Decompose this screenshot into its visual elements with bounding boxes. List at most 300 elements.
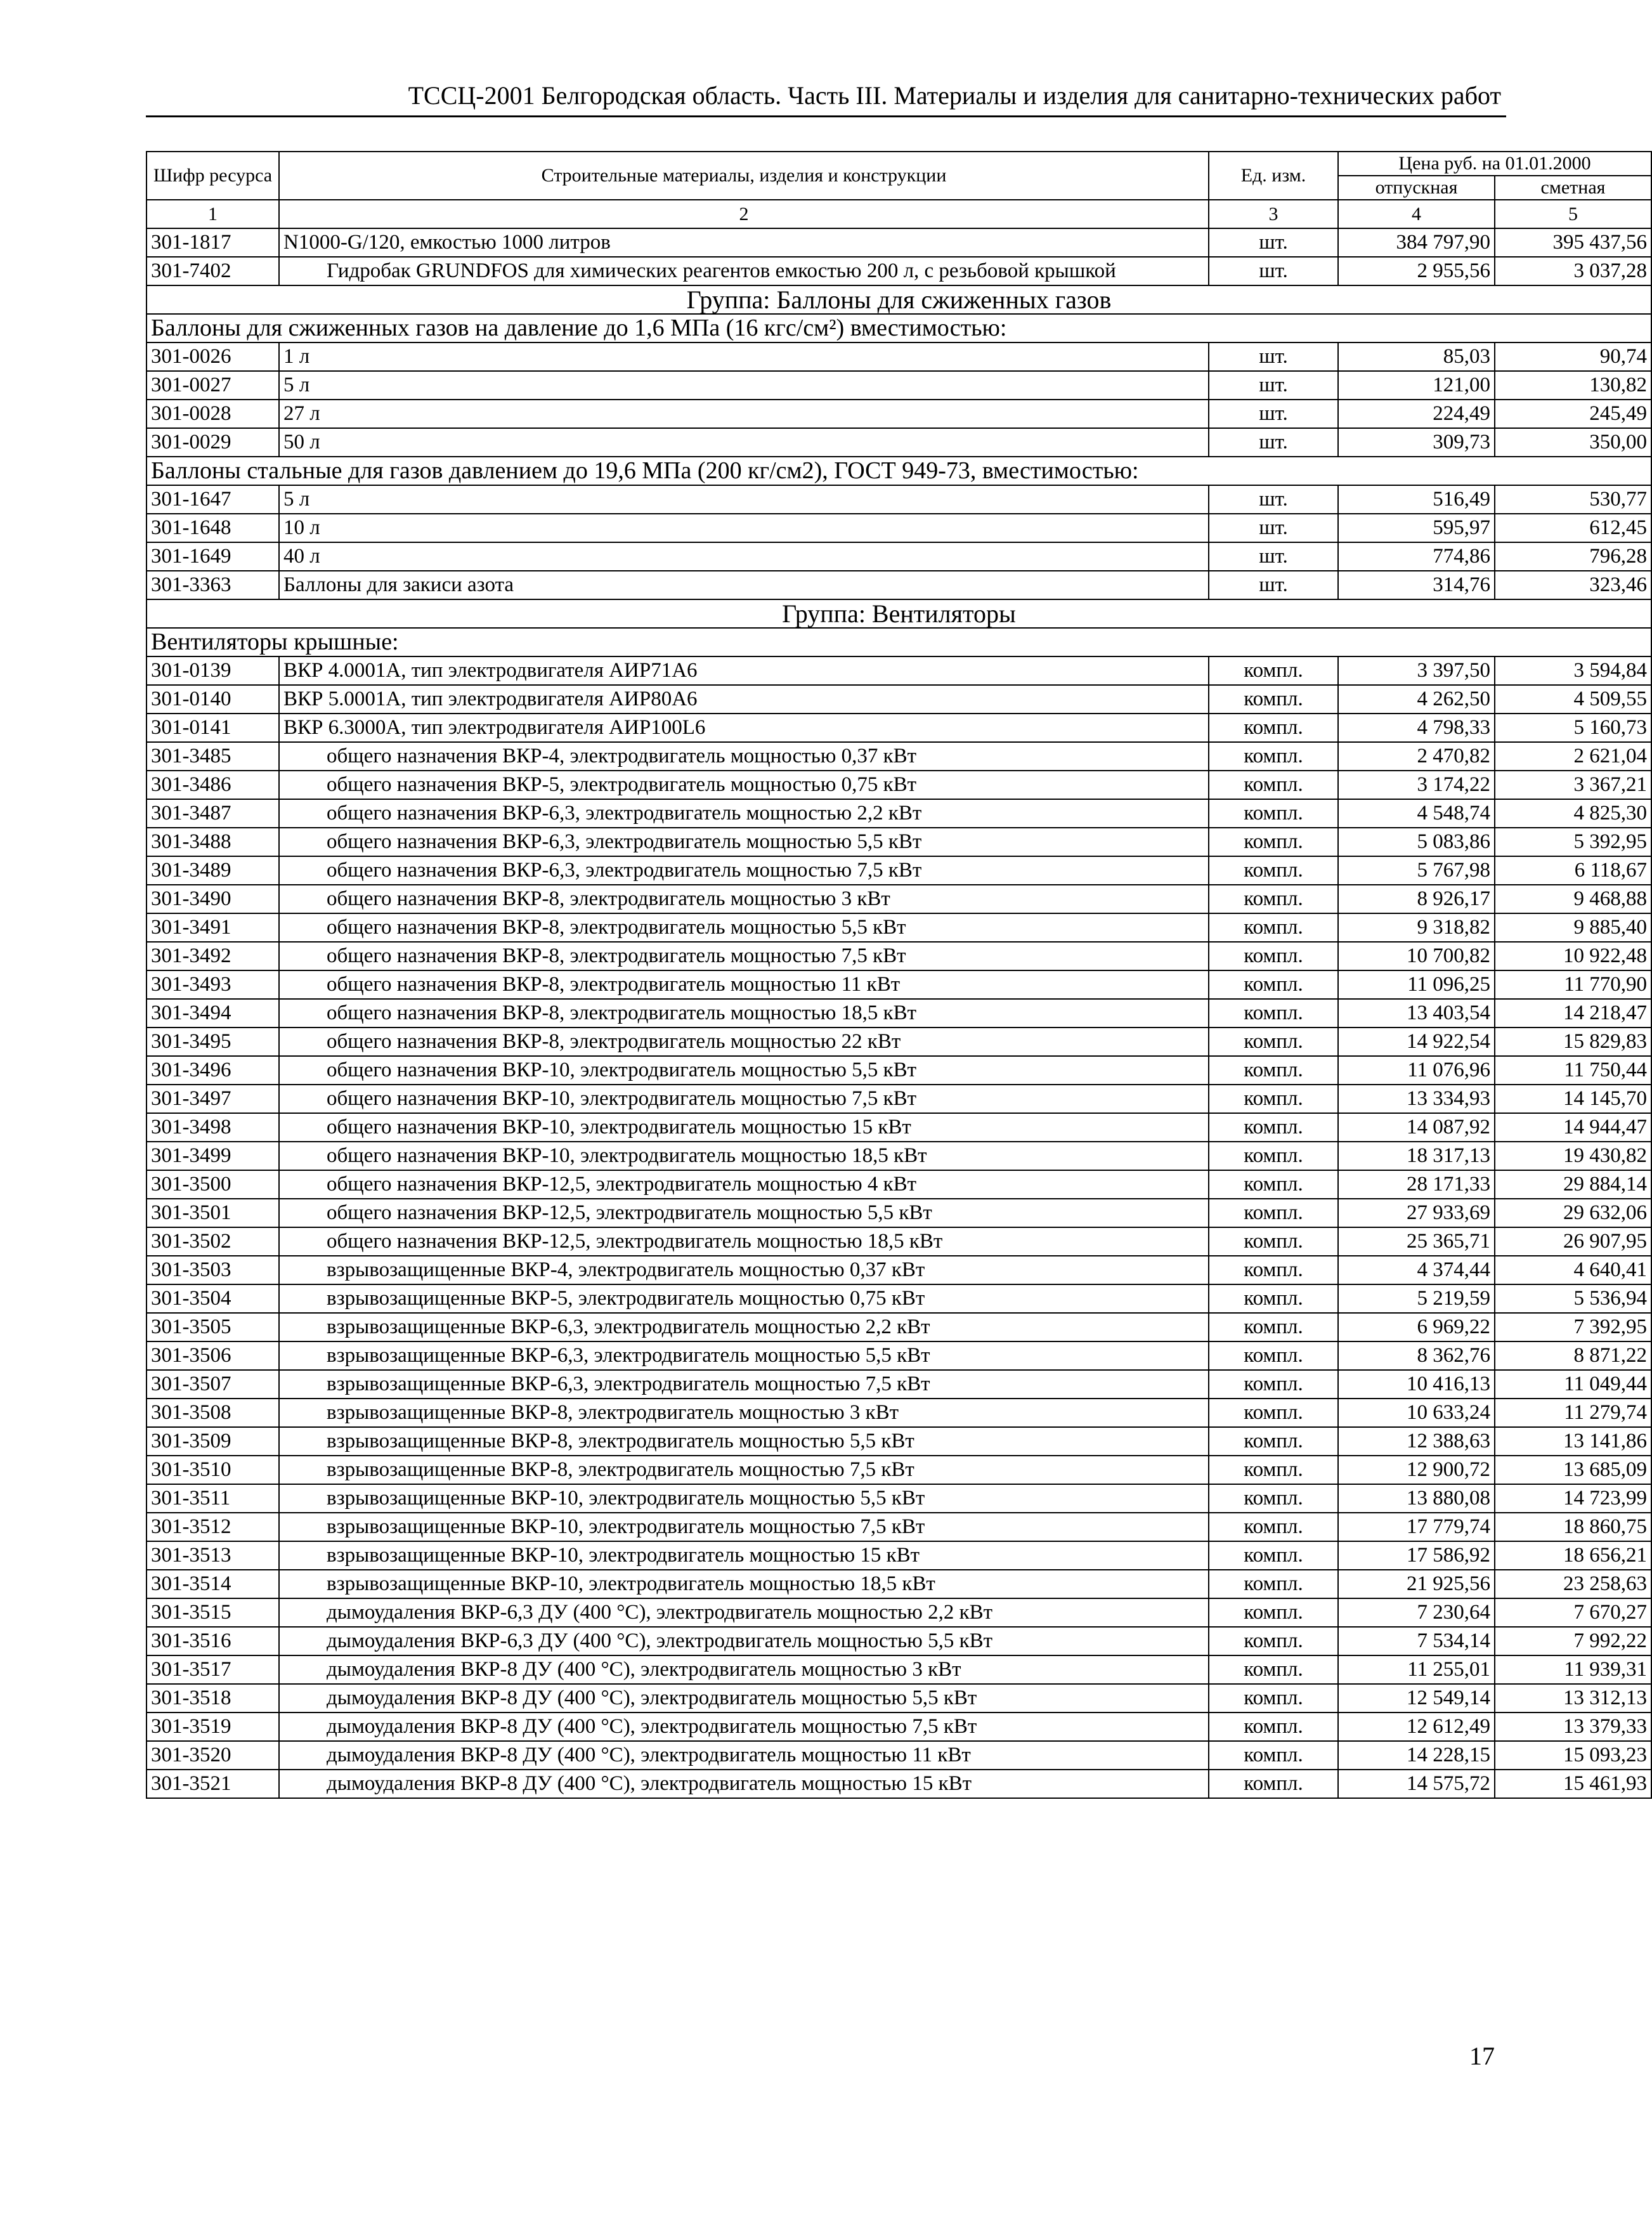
cell-unit: компл.	[1209, 999, 1338, 1028]
cell-code: 301-3500	[146, 1170, 279, 1199]
cell-name: 5 л	[279, 485, 1209, 514]
cell-name: взрывозащищенные ВКР-10, электродвигатель мощностью 18,5 кВт	[279, 1570, 1209, 1598]
subgroup-header-row	[146, 314, 1651, 343]
cell-name: общего назначения ВКР-8, электродвигатель мощностью 7,5 кВт	[279, 942, 1209, 970]
cell-estimate-price: 14 218,47	[1495, 999, 1651, 1028]
cell-estimate-price: 4 640,41	[1495, 1256, 1651, 1284]
cell-release-price: 25 365,71	[1338, 1227, 1495, 1256]
cell-unit: шт.	[1209, 228, 1338, 257]
cell-code: 301-3502	[146, 1227, 279, 1256]
table-row	[146, 571, 1651, 599]
cell-name: общего назначения ВКР-4, электродвигатель мощностью 0,37 кВт	[279, 742, 1209, 771]
cell-name: общего назначения ВКР-5, электродвигатель мощностью 0,75 кВт	[279, 771, 1209, 799]
cell-code: 301-3512	[146, 1513, 279, 1541]
cell-code: 301-0027	[146, 371, 279, 400]
table-row	[146, 1598, 1651, 1627]
table-row	[146, 856, 1651, 885]
cell-name: дымоудаления ВКР-8 ДУ (400 °С), электродвигатель мощностью 7,5 кВт	[279, 1713, 1209, 1741]
cell-estimate-price: 9 885,40	[1495, 913, 1651, 942]
table-row	[146, 1770, 1651, 1798]
subgroup-title: Баллоны для сжиженных газов на давление до 1,6 МПа (16 кгс/см²) вместимостью:	[146, 314, 1651, 343]
cell-code: 301-3487	[146, 799, 279, 828]
cell-code: 301-3493	[146, 970, 279, 999]
cell-name: взрывозащищенные ВКР-4, электродвигатель мощностью 0,37 кВт	[279, 1256, 1209, 1284]
cell-release-price: 85,03	[1338, 343, 1495, 371]
cell-code: 301-3518	[146, 1684, 279, 1713]
cell-release-price: 11 096,25	[1338, 970, 1495, 999]
cell-estimate-price: 14 145,70	[1495, 1085, 1651, 1113]
cell-unit: компл.	[1209, 1284, 1338, 1313]
cell-code: 301-3499	[146, 1142, 279, 1170]
cell-release-price: 4 262,50	[1338, 685, 1495, 714]
cell-name: общего назначения ВКР-8, электродвигатель мощностью 3 кВт	[279, 885, 1209, 913]
cell-release-price: 384 797,90	[1338, 228, 1495, 257]
cell-unit: компл.	[1209, 1598, 1338, 1627]
cell-code: 301-3485	[146, 742, 279, 771]
cell-release-price: 516,49	[1338, 485, 1495, 514]
cell-name: взрывозащищенные ВКР-10, электродвигатель мощностью 15 кВт	[279, 1541, 1209, 1570]
cell-unit: компл.	[1209, 1741, 1338, 1770]
cell-code: 301-3505	[146, 1313, 279, 1341]
cell-estimate-price: 11 279,74	[1495, 1399, 1651, 1427]
cell-unit: шт.	[1209, 343, 1338, 371]
cell-release-price: 7 230,64	[1338, 1598, 1495, 1627]
table-row	[146, 1313, 1651, 1341]
table-row	[146, 1370, 1651, 1399]
cell-unit: шт.	[1209, 400, 1338, 428]
cell-code: 301-3508	[146, 1399, 279, 1427]
cell-estimate-price: 19 430,82	[1495, 1142, 1651, 1170]
cell-unit: компл.	[1209, 1256, 1338, 1284]
cell-code: 301-3504	[146, 1284, 279, 1313]
cell-release-price: 17 586,92	[1338, 1541, 1495, 1570]
cell-release-price: 8 926,17	[1338, 885, 1495, 913]
cell-name: 5 л	[279, 371, 1209, 400]
cell-release-price: 11 255,01	[1338, 1655, 1495, 1684]
table-row	[146, 828, 1651, 856]
cell-code: 301-0026	[146, 343, 279, 371]
cell-estimate-price: 5 392,95	[1495, 828, 1651, 856]
cell-release-price: 595,97	[1338, 514, 1495, 542]
cell-code: 301-3506	[146, 1341, 279, 1370]
cell-code: 301-3497	[146, 1085, 279, 1113]
column-header-price: Цена руб. на 01.01.2000	[1338, 152, 1651, 176]
cell-estimate-price: 29 884,14	[1495, 1170, 1651, 1199]
cell-release-price: 5 767,98	[1338, 856, 1495, 885]
cell-unit: компл.	[1209, 856, 1338, 885]
table-row	[146, 400, 1651, 428]
cell-code: 301-3496	[146, 1056, 279, 1085]
table-row	[146, 1655, 1651, 1684]
cell-unit: компл.	[1209, 1113, 1338, 1142]
column-numbers-row	[146, 200, 1651, 228]
cell-unit: компл.	[1209, 885, 1338, 913]
cell-unit: компл.	[1209, 970, 1338, 999]
page-header	[146, 76, 1506, 117]
cell-estimate-price: 2 621,04	[1495, 742, 1651, 771]
table-row	[146, 1341, 1651, 1370]
cell-name: взрывозащищенные ВКР-6,3, электродвигатель мощностью 7,5 кВт	[279, 1370, 1209, 1399]
cell-estimate-price: 7 670,27	[1495, 1598, 1651, 1627]
cell-unit: компл.	[1209, 742, 1338, 771]
table-row	[146, 343, 1651, 371]
cell-unit: компл.	[1209, 913, 1338, 942]
cell-estimate-price: 9 468,88	[1495, 885, 1651, 913]
cell-unit: компл.	[1209, 1541, 1338, 1570]
cell-estimate-price: 29 632,06	[1495, 1199, 1651, 1227]
subgroup-title: Вентиляторы крышные:	[146, 628, 1651, 656]
cell-estimate-price: 4 825,30	[1495, 799, 1651, 828]
cell-name: общего назначения ВКР-12,5, электродвигатель мощностью 18,5 кВт	[279, 1227, 1209, 1256]
column-header-estimate: сметная	[1495, 176, 1651, 200]
cell-name: взрывозащищенные ВКР-8, электродвигатель мощностью 3 кВт	[279, 1399, 1209, 1427]
cell-code: 301-3503	[146, 1256, 279, 1284]
cell-unit: компл.	[1209, 656, 1338, 685]
table-row	[146, 1227, 1651, 1256]
cell-unit: компл.	[1209, 1713, 1338, 1741]
cell-estimate-price: 6 118,67	[1495, 856, 1651, 885]
cell-release-price: 314,76	[1338, 571, 1495, 599]
cell-release-price: 14 087,92	[1338, 1113, 1495, 1142]
cell-code: 301-3363	[146, 571, 279, 599]
cell-unit: шт.	[1209, 428, 1338, 457]
cell-estimate-price: 395 437,56	[1495, 228, 1651, 257]
cell-unit: компл.	[1209, 1142, 1338, 1170]
cell-name: взрывозащищенные ВКР-10, электродвигатель мощностью 7,5 кВт	[279, 1513, 1209, 1541]
cell-estimate-price: 13 379,33	[1495, 1713, 1651, 1741]
cell-release-price: 13 334,93	[1338, 1085, 1495, 1113]
cell-estimate-price: 11 770,90	[1495, 970, 1651, 999]
cell-name: общего назначения ВКР-10, электродвигатель мощностью 18,5 кВт	[279, 1142, 1209, 1170]
cell-unit: компл.	[1209, 1170, 1338, 1199]
cell-name: взрывозащищенные ВКР-8, электродвигатель мощностью 5,5 кВт	[279, 1427, 1209, 1456]
header-title: ТССЦ-2001 Белгородская область. Часть III. Материалы и изделия для санитарно-технических работ	[408, 81, 1501, 110]
table-row	[146, 885, 1651, 913]
cell-unit: компл.	[1209, 1770, 1338, 1798]
cell-estimate-price: 350,00	[1495, 428, 1651, 457]
column-number: 4	[1338, 200, 1495, 228]
cell-estimate-price: 7 992,22	[1495, 1627, 1651, 1655]
cell-name: дымоудаления ВКР-8 ДУ (400 °С), электродвигатель мощностью 3 кВт	[279, 1655, 1209, 1684]
cell-release-price: 10 700,82	[1338, 942, 1495, 970]
cell-unit: компл.	[1209, 1370, 1338, 1399]
table-row	[146, 1199, 1651, 1227]
cell-release-price: 13 403,54	[1338, 999, 1495, 1028]
cell-estimate-price: 245,49	[1495, 400, 1651, 428]
cell-release-price: 4 798,33	[1338, 714, 1495, 742]
cell-code: 301-3520	[146, 1741, 279, 1770]
cell-name: ВКР 5.0001А, тип электродвигателя АИР80А6	[279, 685, 1209, 714]
column-number: 1	[146, 200, 279, 228]
cell-estimate-price: 7 392,95	[1495, 1313, 1651, 1341]
cell-release-price: 3 397,50	[1338, 656, 1495, 685]
cell-release-price: 5 219,59	[1338, 1284, 1495, 1313]
cell-estimate-price: 5 160,73	[1495, 714, 1651, 742]
cell-unit: компл.	[1209, 1570, 1338, 1598]
table-row	[146, 913, 1651, 942]
cell-code: 301-7402	[146, 257, 279, 285]
cell-name: Гидробак GRUNDFOS для химических реагентов емкостью 200 л, с резьбовой крышкой	[279, 257, 1209, 285]
cell-release-price: 121,00	[1338, 371, 1495, 400]
cell-unit: компл.	[1209, 942, 1338, 970]
column-header-unit: Ед. изм.	[1209, 152, 1338, 200]
table-row	[146, 428, 1651, 457]
cell-unit: компл.	[1209, 799, 1338, 828]
cell-estimate-price: 11 750,44	[1495, 1056, 1651, 1085]
cell-code: 301-0029	[146, 428, 279, 457]
table-row	[146, 742, 1651, 771]
cell-estimate-price: 13 312,13	[1495, 1684, 1651, 1713]
table-row	[146, 714, 1651, 742]
cell-release-price: 12 612,49	[1338, 1713, 1495, 1741]
table-row	[146, 1056, 1651, 1085]
table-row	[146, 1741, 1651, 1770]
cell-release-price: 27 933,69	[1338, 1199, 1495, 1227]
cell-name: взрывозащищенные ВКР-6,3, электродвигатель мощностью 2,2 кВт	[279, 1313, 1209, 1341]
cell-unit: компл.	[1209, 828, 1338, 856]
cell-code: 301-3516	[146, 1627, 279, 1655]
cell-release-price: 14 575,72	[1338, 1770, 1495, 1798]
table-row	[146, 514, 1651, 542]
table-row	[146, 1399, 1651, 1427]
cell-name: 10 л	[279, 514, 1209, 542]
table-row	[146, 257, 1651, 285]
cell-unit: компл.	[1209, 1341, 1338, 1370]
cell-release-price: 14 228,15	[1338, 1741, 1495, 1770]
table-row	[146, 1684, 1651, 1713]
group-header-row	[146, 599, 1651, 628]
cell-release-price: 3 174,22	[1338, 771, 1495, 799]
cell-unit: шт.	[1209, 371, 1338, 400]
cell-code: 301-0140	[146, 685, 279, 714]
group-header-row	[146, 285, 1651, 314]
cell-unit: компл.	[1209, 1513, 1338, 1541]
cell-code: 301-3495	[146, 1028, 279, 1056]
cell-name: общего назначения ВКР-6,3, электродвигатель мощностью 2,2 кВт	[279, 799, 1209, 828]
cell-code: 301-1817	[146, 228, 279, 257]
table-row	[146, 970, 1651, 999]
cell-estimate-price: 323,46	[1495, 571, 1651, 599]
cell-unit: компл.	[1209, 771, 1338, 799]
cell-code: 301-1649	[146, 542, 279, 571]
table-row	[146, 228, 1651, 257]
cell-release-price: 10 633,24	[1338, 1399, 1495, 1427]
cell-code: 301-3490	[146, 885, 279, 913]
cell-unit: компл.	[1209, 714, 1338, 742]
cell-estimate-price: 13 141,86	[1495, 1427, 1651, 1456]
cell-code: 301-3488	[146, 828, 279, 856]
cell-unit: шт.	[1209, 257, 1338, 285]
cell-release-price: 2 470,82	[1338, 742, 1495, 771]
cell-name: N1000-G/120, емкостью 1000 литров	[279, 228, 1209, 257]
cell-code: 301-3492	[146, 942, 279, 970]
cell-release-price: 11 076,96	[1338, 1056, 1495, 1085]
table-row	[146, 1113, 1651, 1142]
cell-name: общего назначения ВКР-8, электродвигатель мощностью 5,5 кВт	[279, 913, 1209, 942]
table-row	[146, 799, 1651, 828]
cell-unit: компл.	[1209, 685, 1338, 714]
table-row	[146, 1484, 1651, 1513]
cell-unit: компл.	[1209, 1627, 1338, 1655]
cell-estimate-price: 3 594,84	[1495, 656, 1651, 685]
cell-name: дымоудаления ВКР-8 ДУ (400 °С), электродвигатель мощностью 11 кВт	[279, 1741, 1209, 1770]
cell-name: взрывозащищенные ВКР-6,3, электродвигатель мощностью 5,5 кВт	[279, 1341, 1209, 1370]
cell-release-price: 17 779,74	[1338, 1513, 1495, 1541]
cell-name: Баллоны для закиси азота	[279, 571, 1209, 599]
cell-name: дымоудаления ВКР-8 ДУ (400 °С), электродвигатель мощностью 15 кВт	[279, 1770, 1209, 1798]
cell-release-price: 12 549,14	[1338, 1684, 1495, 1713]
cell-estimate-price: 10 922,48	[1495, 942, 1651, 970]
table-row	[146, 1284, 1651, 1313]
cell-unit: компл.	[1209, 1227, 1338, 1256]
subgroup-header-row	[146, 628, 1651, 656]
cell-name: 40 л	[279, 542, 1209, 571]
cell-name: 50 л	[279, 428, 1209, 457]
cell-estimate-price: 530,77	[1495, 485, 1651, 514]
cell-estimate-price: 14 723,99	[1495, 1484, 1651, 1513]
group-title: Группа: Вентиляторы	[146, 599, 1651, 628]
column-number: 5	[1495, 200, 1651, 228]
subgroup-header-row	[146, 457, 1651, 485]
table-row	[146, 371, 1651, 400]
cell-release-price: 4 548,74	[1338, 799, 1495, 828]
table-row	[146, 1713, 1651, 1741]
cell-unit: компл.	[1209, 1484, 1338, 1513]
table-row	[146, 1627, 1651, 1655]
cell-name: дымоудаления ВКР-6,3 ДУ (400 °С), электродвигатель мощностью 5,5 кВт	[279, 1627, 1209, 1655]
cell-estimate-price: 18 860,75	[1495, 1513, 1651, 1541]
cell-name: общего назначения ВКР-8, электродвигатель мощностью 11 кВт	[279, 970, 1209, 999]
column-header-name: Строительные материалы, изделия и конструкции	[279, 152, 1209, 200]
cell-unit: компл.	[1209, 1427, 1338, 1456]
table-body	[146, 228, 1651, 1798]
cell-estimate-price: 11 939,31	[1495, 1655, 1651, 1684]
cell-name: общего назначения ВКР-6,3, электродвигатель мощностью 7,5 кВт	[279, 856, 1209, 885]
cell-name: общего назначения ВКР-6,3, электродвигатель мощностью 5,5 кВт	[279, 828, 1209, 856]
cell-code: 301-3519	[146, 1713, 279, 1741]
cell-code: 301-3507	[146, 1370, 279, 1399]
cell-unit: шт.	[1209, 542, 1338, 571]
table-row	[146, 1028, 1651, 1056]
cell-code: 301-3510	[146, 1456, 279, 1484]
cell-code: 301-3509	[146, 1427, 279, 1456]
cell-name: взрывозащищенные ВКР-8, электродвигатель мощностью 7,5 кВт	[279, 1456, 1209, 1484]
column-number: 3	[1209, 200, 1338, 228]
cell-estimate-price: 23 258,63	[1495, 1570, 1651, 1598]
cell-name: общего назначения ВКР-12,5, электродвигатель мощностью 5,5 кВт	[279, 1199, 1209, 1227]
cell-name: дымоудаления ВКР-8 ДУ (400 °С), электродвигатель мощностью 5,5 кВт	[279, 1684, 1209, 1713]
cell-estimate-price: 130,82	[1495, 371, 1651, 400]
table-row	[146, 1170, 1651, 1199]
cell-code: 301-3515	[146, 1598, 279, 1627]
page-number: 17	[1469, 2042, 1495, 2070]
cell-estimate-price: 3 037,28	[1495, 257, 1651, 285]
cell-estimate-price: 3 367,21	[1495, 771, 1651, 799]
column-header-release: отпускная	[1338, 176, 1495, 200]
cell-code: 301-3491	[146, 913, 279, 942]
table-row	[146, 685, 1651, 714]
table-row	[146, 1541, 1651, 1570]
cell-code: 301-3514	[146, 1570, 279, 1598]
table-row	[146, 485, 1651, 514]
cell-unit: компл.	[1209, 1313, 1338, 1341]
cell-unit: компл.	[1209, 1085, 1338, 1113]
cell-code: 301-3498	[146, 1113, 279, 1142]
table-row	[146, 656, 1651, 685]
cell-release-price: 12 900,72	[1338, 1456, 1495, 1484]
cell-estimate-price: 612,45	[1495, 514, 1651, 542]
cell-release-price: 9 318,82	[1338, 913, 1495, 942]
cell-unit: шт.	[1209, 514, 1338, 542]
table-row	[146, 1456, 1651, 1484]
cell-code: 301-3521	[146, 1770, 279, 1798]
cell-name: общего назначения ВКР-10, электродвигатель мощностью 15 кВт	[279, 1113, 1209, 1142]
table-row	[146, 1142, 1651, 1170]
column-number: 2	[279, 200, 1209, 228]
cell-release-price: 28 171,33	[1338, 1170, 1495, 1199]
cell-unit: компл.	[1209, 1399, 1338, 1427]
cell-code: 301-3513	[146, 1541, 279, 1570]
cell-name: ВКР 6.3000А, тип электродвигателя АИР100L6	[279, 714, 1209, 742]
cell-code: 301-3489	[146, 856, 279, 885]
cell-estimate-price: 4 509,55	[1495, 685, 1651, 714]
cell-unit: шт.	[1209, 485, 1338, 514]
cell-unit: компл.	[1209, 1456, 1338, 1484]
cell-estimate-price: 15 461,93	[1495, 1770, 1651, 1798]
cell-release-price: 4 374,44	[1338, 1256, 1495, 1284]
cell-estimate-price: 15 093,23	[1495, 1741, 1651, 1770]
cell-release-price: 13 880,08	[1338, 1484, 1495, 1513]
table-row	[146, 771, 1651, 799]
cell-release-price: 18 317,13	[1338, 1142, 1495, 1170]
cell-name: взрывозащищенные ВКР-5, электродвигатель мощностью 0,75 кВт	[279, 1284, 1209, 1313]
cell-release-price: 5 083,86	[1338, 828, 1495, 856]
cell-name: взрывозащищенные ВКР-10, электродвигатель мощностью 5,5 кВт	[279, 1484, 1209, 1513]
table-row	[146, 942, 1651, 970]
cell-release-price: 14 922,54	[1338, 1028, 1495, 1056]
cell-release-price: 309,73	[1338, 428, 1495, 457]
cell-estimate-price: 8 871,22	[1495, 1341, 1651, 1370]
cell-name: общего назначения ВКР-8, электродвигатель мощностью 22 кВт	[279, 1028, 1209, 1056]
cell-code: 301-1648	[146, 514, 279, 542]
cell-name: 1 л	[279, 343, 1209, 371]
group-title: Группа: Баллоны для сжиженных газов	[146, 285, 1651, 314]
cell-code: 301-0141	[146, 714, 279, 742]
cell-release-price: 12 388,63	[1338, 1427, 1495, 1456]
table-row	[146, 542, 1651, 571]
cell-name: 27 л	[279, 400, 1209, 428]
price-table	[146, 151, 1652, 1799]
cell-code: 301-3486	[146, 771, 279, 799]
cell-code: 301-3511	[146, 1484, 279, 1513]
cell-unit: компл.	[1209, 1028, 1338, 1056]
cell-unit: шт.	[1209, 571, 1338, 599]
cell-release-price: 2 955,56	[1338, 257, 1495, 285]
cell-release-price: 10 416,13	[1338, 1370, 1495, 1399]
table-row	[146, 1427, 1651, 1456]
cell-code: 301-3517	[146, 1655, 279, 1684]
table-row	[146, 1513, 1651, 1541]
cell-estimate-price: 5 536,94	[1495, 1284, 1651, 1313]
cell-release-price: 6 969,22	[1338, 1313, 1495, 1341]
table-row	[146, 1085, 1651, 1113]
cell-name: общего назначения ВКР-8, электродвигатель мощностью 18,5 кВт	[279, 999, 1209, 1028]
column-header-code: Шифр ресурса	[146, 152, 279, 200]
cell-code: 301-0139	[146, 656, 279, 685]
cell-name: общего назначения ВКР-12,5, электродвигатель мощностью 4 кВт	[279, 1170, 1209, 1199]
cell-estimate-price: 18 656,21	[1495, 1541, 1651, 1570]
cell-code: 301-0028	[146, 400, 279, 428]
